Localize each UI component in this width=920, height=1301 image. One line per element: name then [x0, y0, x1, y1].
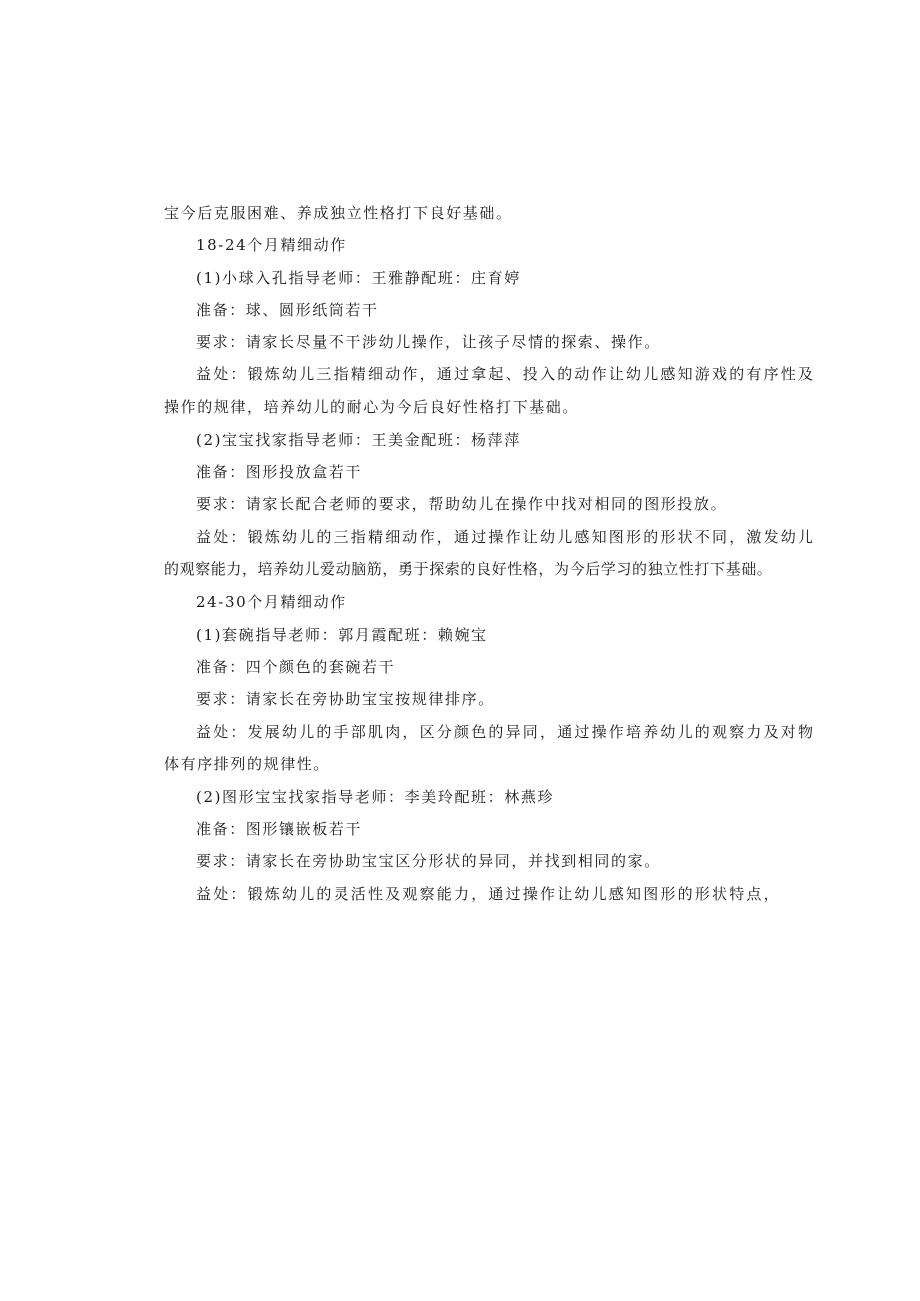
activity-title: (2)宝宝找家指导老师：王美金配班：杨萍萍	[196, 431, 521, 449]
activity-prep: 准备：四个颜色的套碗若干	[196, 658, 396, 676]
activity-benefit-continued: 操作的规律，培养幼儿的耐心为今后良好性格打下基础。	[164, 398, 580, 416]
section-heading-24-30: 24-30个月精细动作	[196, 593, 347, 611]
activity-title: (2)图形宝宝找家指导老师：李美玲配班：林燕珍	[196, 788, 555, 806]
activity-requirement: 要求：请家长在旁协助宝宝区分形状的异同，并找到相同的家。	[196, 852, 661, 870]
activity-benefit: 益处：发展幼儿的手部肌肉，区分颜色的异同，通过操作培养幼儿的观察力及对物	[196, 723, 816, 741]
continuation-text: 宝今后克服困难、养成独立性格打下良好基础。	[164, 204, 513, 222]
activity-title: (1)套碗指导老师：郭月霞配班：赖婉宝	[196, 626, 488, 644]
activity-prep: 准备：图形投放盒若干	[196, 463, 363, 481]
activity-benefit-continued: 体有序排列的规律性。	[164, 755, 331, 773]
activity-benefit: 益处：锻炼幼儿的三指精细动作，通过操作让幼儿感知图形的形状不同，激发幼儿	[196, 528, 816, 546]
activity-title: (1)小球入孔指导老师：王雅静配班：庄育婷	[196, 269, 521, 287]
section-heading-18-24: 18-24个月精细动作	[196, 236, 347, 254]
activity-prep: 准备：球、圆形纸筒若干	[196, 301, 379, 319]
activity-benefit-continued: 的观察能力，培养幼儿爱动脑筋，勇于探索的良好性格，为今后学习的独立性打下基础。	[164, 560, 773, 578]
activity-benefit: 益处：锻炼幼儿三指精细动作，通过拿起、投入的动作让幼儿感知游戏的有序性及	[196, 365, 816, 383]
activity-prep: 准备：图形镶嵌板若干	[196, 820, 363, 838]
activity-requirement: 要求：请家长在旁协助宝宝按规律排序。	[196, 690, 495, 708]
activity-requirement: 要求：请家长尽量不干涉幼儿操作，让孩子尽情的探索、操作。	[196, 333, 661, 351]
activity-benefit: 益处：锻炼幼儿的灵活性及观察能力，通过操作让幼儿感知图形的形状特点，	[196, 885, 781, 903]
activity-requirement: 要求：请家长配合老师的要求，帮助幼儿在操作中找对相同的图形投放。	[196, 495, 728, 513]
